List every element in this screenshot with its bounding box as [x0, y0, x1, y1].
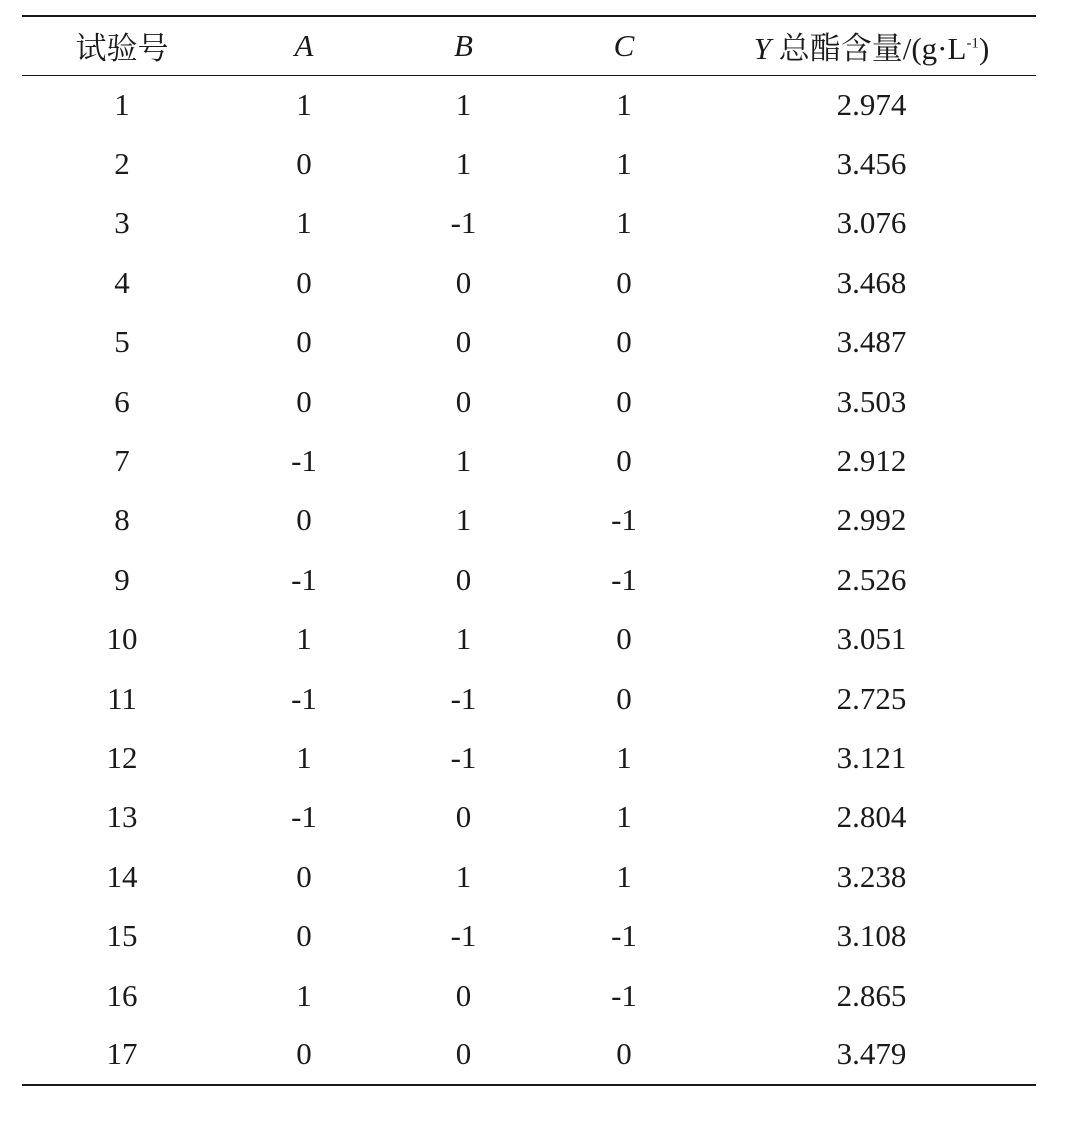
- cell-run: 8: [114, 502, 130, 538]
- header-y-variable: Y: [753, 31, 771, 67]
- cell-factor-c: 1: [616, 739, 632, 775]
- cell-factor-c: 1: [616, 858, 632, 894]
- cell-factor-b: 1: [455, 443, 472, 479]
- cell-run: 15: [106, 918, 138, 954]
- table-row: [22, 491, 1036, 550]
- cell-run: 12: [106, 739, 138, 775]
- cell-factor-b: 0: [455, 799, 472, 835]
- cell-factor-c: 0: [616, 443, 632, 479]
- results-table: [22, 15, 1036, 1086]
- cell-factor-c: 0: [616, 264, 632, 300]
- cell-factor-c: 1: [616, 205, 632, 241]
- cell-factor-a: 0: [296, 502, 312, 538]
- cell-response-y: 3.468: [836, 264, 907, 300]
- cell-factor-b: -1: [450, 918, 477, 954]
- cell-factor-a: 1: [296, 977, 312, 1013]
- cell-response-y: 2.974: [836, 86, 907, 122]
- cell-run: 7: [114, 443, 130, 479]
- table-row: [22, 194, 1036, 253]
- table-row: [22, 669, 1036, 728]
- header-factor-a: A: [222, 16, 386, 75]
- cell-run: 4: [114, 264, 130, 300]
- cell-response-y: 3.238: [836, 858, 907, 894]
- cell-factor-a: -1: [291, 561, 317, 597]
- table-row: [22, 253, 1036, 312]
- table-row: [22, 788, 1036, 847]
- cell-factor-c: 1: [616, 799, 632, 835]
- cell-response-y: 2.992: [836, 502, 907, 538]
- cell-factor-b: 0: [455, 561, 472, 597]
- cell-factor-b: 1: [455, 502, 472, 538]
- cell-response-y: 2.912: [836, 443, 907, 479]
- header-y-superscript: -1: [966, 35, 979, 52]
- cell-factor-a: 0: [296, 383, 312, 419]
- cell-factor-b: 0: [386, 1025, 541, 1084]
- cell-factor-a: 0: [222, 1025, 386, 1084]
- cell-factor-b: -1: [450, 680, 477, 716]
- cell-factor-c: 1: [616, 86, 632, 122]
- cell-factor-b: 1: [455, 858, 472, 894]
- header-y-close: ): [978, 31, 990, 67]
- cell-run: 14: [106, 858, 138, 894]
- cell-factor-b: 1: [455, 146, 472, 182]
- cell-response-y: 3.051: [836, 621, 907, 657]
- cell-factor-a: -1: [291, 443, 317, 479]
- cell-factor-a: 0: [296, 264, 312, 300]
- cell-factor-a: 0: [296, 146, 312, 182]
- cell-run: 1: [114, 86, 130, 122]
- cell-run: 6: [114, 383, 130, 419]
- header-factor-b: B: [386, 16, 541, 75]
- cell-factor-c: 0: [541, 1025, 707, 1084]
- table-row: [22, 847, 1036, 906]
- cell-response-y: 3.456: [836, 146, 907, 182]
- cell-factor-b: 1: [455, 86, 472, 122]
- table-row: [22, 550, 1036, 609]
- table-row: [22, 75, 1036, 134]
- table-body: [22, 75, 1036, 1085]
- cell-run: 9: [114, 561, 130, 597]
- cell-factor-b: 0: [455, 324, 472, 360]
- cell-factor-a: 1: [296, 621, 312, 657]
- cell-factor-c: -1: [611, 977, 637, 1013]
- cell-response-y: 2.526: [836, 561, 907, 597]
- cell-factor-a: 1: [296, 86, 312, 122]
- cell-response-y: 3.479: [707, 1025, 1036, 1084]
- table-row: [22, 431, 1036, 490]
- cell-response-y: 2.804: [836, 799, 907, 835]
- cell-run: 3: [114, 205, 130, 241]
- cell-factor-a: 0: [296, 324, 312, 360]
- cell-run: 5: [114, 324, 130, 360]
- cell-response-y: 3.076: [836, 205, 907, 241]
- table-row: [22, 966, 1036, 1025]
- cell-run: 11: [107, 680, 137, 716]
- cell-factor-c: 0: [616, 680, 632, 716]
- cell-factor-b: 0: [455, 264, 472, 300]
- cell-factor-b: 0: [455, 977, 472, 1013]
- cell-factor-a: 0: [296, 858, 312, 894]
- cell-run: 2: [114, 146, 130, 182]
- cell-run: 10: [106, 621, 138, 657]
- cell-factor-c: -1: [611, 502, 637, 538]
- cell-run: 13: [106, 799, 138, 835]
- cell-factor-c: 0: [616, 324, 632, 360]
- header-y-label: 总酯含量/(g·L: [778, 31, 967, 67]
- cell-factor-b: -1: [450, 739, 477, 775]
- cell-response-y: 2.725: [836, 680, 907, 716]
- cell-factor-a: 1: [296, 205, 312, 241]
- table-row: [22, 906, 1036, 965]
- cell-response-y: 3.487: [836, 324, 907, 360]
- cell-run: 17: [22, 1025, 222, 1084]
- cell-response-y: 3.108: [836, 918, 907, 954]
- cell-factor-c: -1: [611, 561, 637, 597]
- header-factor-c: C: [541, 16, 707, 75]
- table-header: [22, 16, 1036, 75]
- table-row: [22, 1025, 1036, 1084]
- cell-factor-b: 0: [455, 383, 472, 419]
- cell-response-y: 3.503: [836, 383, 907, 419]
- results-table-container: [22, 15, 1036, 1086]
- cell-factor-a: 1: [296, 739, 312, 775]
- cell-factor-c: 1: [616, 146, 632, 182]
- cell-factor-b: 1: [455, 621, 472, 657]
- cell-factor-a: -1: [291, 680, 317, 716]
- header-row: [22, 16, 1036, 75]
- table-row: [22, 313, 1036, 372]
- table-row: [22, 728, 1036, 787]
- cell-response-y: 3.121: [836, 739, 907, 775]
- cell-factor-a: 0: [296, 918, 312, 954]
- cell-response-y: 2.865: [836, 977, 907, 1013]
- cell-factor-c: -1: [611, 918, 637, 954]
- cell-factor-c: 0: [616, 621, 632, 657]
- cell-run: 16: [106, 977, 138, 1013]
- header-response-y: [707, 16, 1036, 75]
- table-row: [22, 134, 1036, 193]
- table-row: [22, 610, 1036, 669]
- header-run: 试验号: [22, 16, 222, 75]
- table-row: [22, 372, 1036, 431]
- cell-factor-a: -1: [291, 799, 317, 835]
- cell-factor-c: 0: [616, 383, 632, 419]
- cell-factor-b: -1: [450, 205, 477, 241]
